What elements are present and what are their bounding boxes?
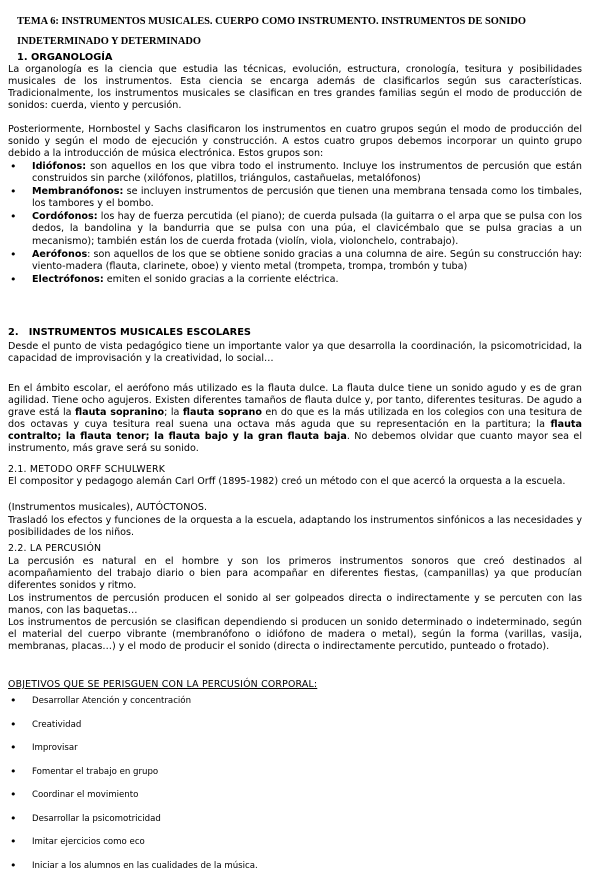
instrument-groups-list bbox=[8, 161, 582, 287]
list-item bbox=[8, 211, 582, 247]
term-idiofonos: Idiófonos: bbox=[32, 161, 87, 172]
list-item bbox=[8, 161, 582, 185]
flute-text-2: ; la bbox=[164, 407, 183, 419]
section-2-paragraph-1: Desde el punto de vista pedagógico tiene un importante valor ya que desarrolla la coordinación, la psicomotricidad, la capacidad de improvisación y la creatividad, lo social… bbox=[8, 341, 582, 365]
text-electrofonos: emiten el sonido gracias a la corriente eléctrica. bbox=[103, 273, 339, 285]
list-item: • Creatividad bbox=[8, 714, 582, 737]
list-item bbox=[8, 249, 582, 273]
section-2-heading bbox=[8, 327, 251, 339]
term-aerofonos: Aerófonos bbox=[32, 248, 88, 260]
list-item: • Desarrollar la psicomotricidad bbox=[8, 808, 582, 831]
list-item bbox=[8, 186, 582, 210]
document-title-line-2: INDETERMINADO Y DETERMINADO bbox=[17, 36, 201, 47]
section-2-1-paragraph-1: El compositor y pedagogo alemán Carl Orff (1895-1982) creó un método con el que acercó la orquesta a la escuela. bbox=[8, 476, 566, 487]
section-2-paragraph-2 bbox=[8, 383, 582, 456]
section-2-1-paragraph-2: (Instrumentos musicales), AUTÓCTONOS. bbox=[8, 502, 208, 513]
text-membranofonos: se incluyen instrumentos de percusión que tienen una membrana tensada como los timbales, los tambores y el bombo. bbox=[32, 186, 582, 210]
list-item: • Imitar ejercicios como eco bbox=[8, 831, 582, 854]
flute-text-4: . No debemos olvidar que cuanto mayor sea el instrumento, más grave será su sonido. bbox=[8, 431, 582, 455]
section-2-1-paragraph-3: Trasladó los efectos y funciones de la orquesta a la escuela, adaptando los instrumentos sinfónicos a las necesidades y posibilidades de los niños. bbox=[8, 515, 582, 539]
section-2-2-paragraph-3: Los instrumentos de percusión se clasifican dependiendo si producen un sonido determinado o indeterminado, según el material del cuerpo vibrante (membranófono o idiófono de madera o metal), según la forma (varillas, vasija, membranas, placas…) y el modo de producir el sonido (directa o indirectamente percutido, punteado o frotado). bbox=[8, 617, 582, 653]
section-2-2-heading: 2.2. LA PERCUSIÓN bbox=[8, 543, 102, 554]
section-2-2-paragraph-2: Los instrumentos de percusión producen el sonido al ser golpeados directa o indirectamente y se percuten con las manos, con las baquetas… bbox=[8, 593, 582, 617]
flute-text-1: En el ámbito escolar, el aerófono más utilizado es la flauta dulce. La flauta dulce tiene un sonido agudo y es de gran agilidad. Tiene ocho agujeros. Existen diferentes tamaños de flauta dulce y, por tanto, diferentes tesituras. De agudo a grave está la bbox=[8, 383, 582, 419]
section-2-1-heading: 2.1. METODO ORFF SCHULWERK bbox=[8, 464, 166, 475]
list-item: • Coordinar el movimiento bbox=[8, 784, 582, 807]
term-electrofonos: Electrófonos: bbox=[32, 273, 104, 285]
text-aerofonos: : son aquellos de los que se obtiene sonido gracias a una columna de aire. Según su construcción hay: viento-madera (flauta, clarinete, oboe) y viento metal (trompeta, trompa, trombón y tuba) bbox=[32, 248, 582, 272]
section-2-2-paragraph-1: La percusión es natural en el hombre y son los primeros instrumentos sonoros que creó destinados al acompañamiento del trabajo diario o bien para acompañar en diferentes fiestas, (campanillas) ya que producían diferentes sonidos y ritmo. bbox=[8, 556, 582, 592]
text-cordofonos: los hay de fuerza percutida (el piano); de cuerda pulsada (la guitarra o el arpa que se pulsa con los dedos, la bandolina y la bandurria que se pulsa con una púa, el clavicémbalo que se pulsa gracias a un mecanismo); también están los de cuerda frotada (violín, viola, violonchelo, contrabajo). bbox=[32, 211, 582, 247]
objectives-heading: OBJETIVOS QUE SE PERISGUEN CON LA PERCUSIÓN CORPORAL: bbox=[8, 679, 318, 690]
section-2-number: 2. bbox=[8, 327, 19, 338]
list-item: • Fomentar el trabajo en grupo bbox=[8, 761, 582, 784]
list-item bbox=[8, 274, 582, 286]
list-item: • Iniciar a los alumnos en las cualidades de la música. bbox=[8, 855, 582, 878]
list-item: • Desarrollar Atención y concentración bbox=[8, 690, 582, 713]
section-1-paragraph-2: Posteriormente, Hornbostel y Sachs clasificaron los instrumentos en cuatro grupos según el modo de producción del sonido y según el modo de ejecución y construcción. A estos cuatro grupos debemos incorporar un quinto grupo debido a la introducción de música electrónica. Estos grupos son: bbox=[8, 124, 582, 160]
section-1-paragraph-1: La organología es la ciencia que estudia las técnicas, evolución, estructura, cronología, tesitura y posibilidades musicales de los instrumentos. Esta ciencia se encarga además de clasificarlos según sus características. Tradicionalmente, los instrumentos musicales se clasifican en tres grandes familias según el modo de producción de sonidos: cuerda, viento y percusión. bbox=[8, 64, 582, 112]
flute-sopranino: flauta sopranino bbox=[75, 407, 165, 419]
list-item: • Improvisar bbox=[8, 737, 582, 760]
term-membranofonos: Membranófonos: bbox=[32, 186, 124, 198]
flute-soprano: flauta soprano bbox=[182, 407, 262, 419]
term-cordofonos: Cordófonos: bbox=[32, 211, 98, 223]
text-idiofonos: son aquellos en los que vibra todo el instrumento. Incluye los instrumentos de percusión que están construidos sin parche (xilófonos, platillos, triángulos, castañuelas, metalófonos) bbox=[32, 161, 582, 185]
section-1-heading: 1. ORGANOLOGÍA bbox=[17, 52, 113, 63]
section-2-title: INSTRUMENTOS MUSICALES ESCOLARES bbox=[28, 327, 251, 338]
document-title-line-1: TEMA 6: INSTRUMENTOS MUSICALES. CUERPO COMO INSTRUMENTO. INSTRUMENTOS DE SONIDO bbox=[17, 16, 526, 27]
flute-lower-types: flauta contralto; la flauta tenor; la flauta bajo y la gran flauta baja bbox=[8, 419, 582, 443]
flute-text-3: en do que es la más utilizada en los colegios con una tesitura de dos octavas y cuya tesitura real suena una octava más aguda que su representación en la partitura; la bbox=[8, 407, 582, 431]
objectives-list bbox=[8, 690, 582, 878]
